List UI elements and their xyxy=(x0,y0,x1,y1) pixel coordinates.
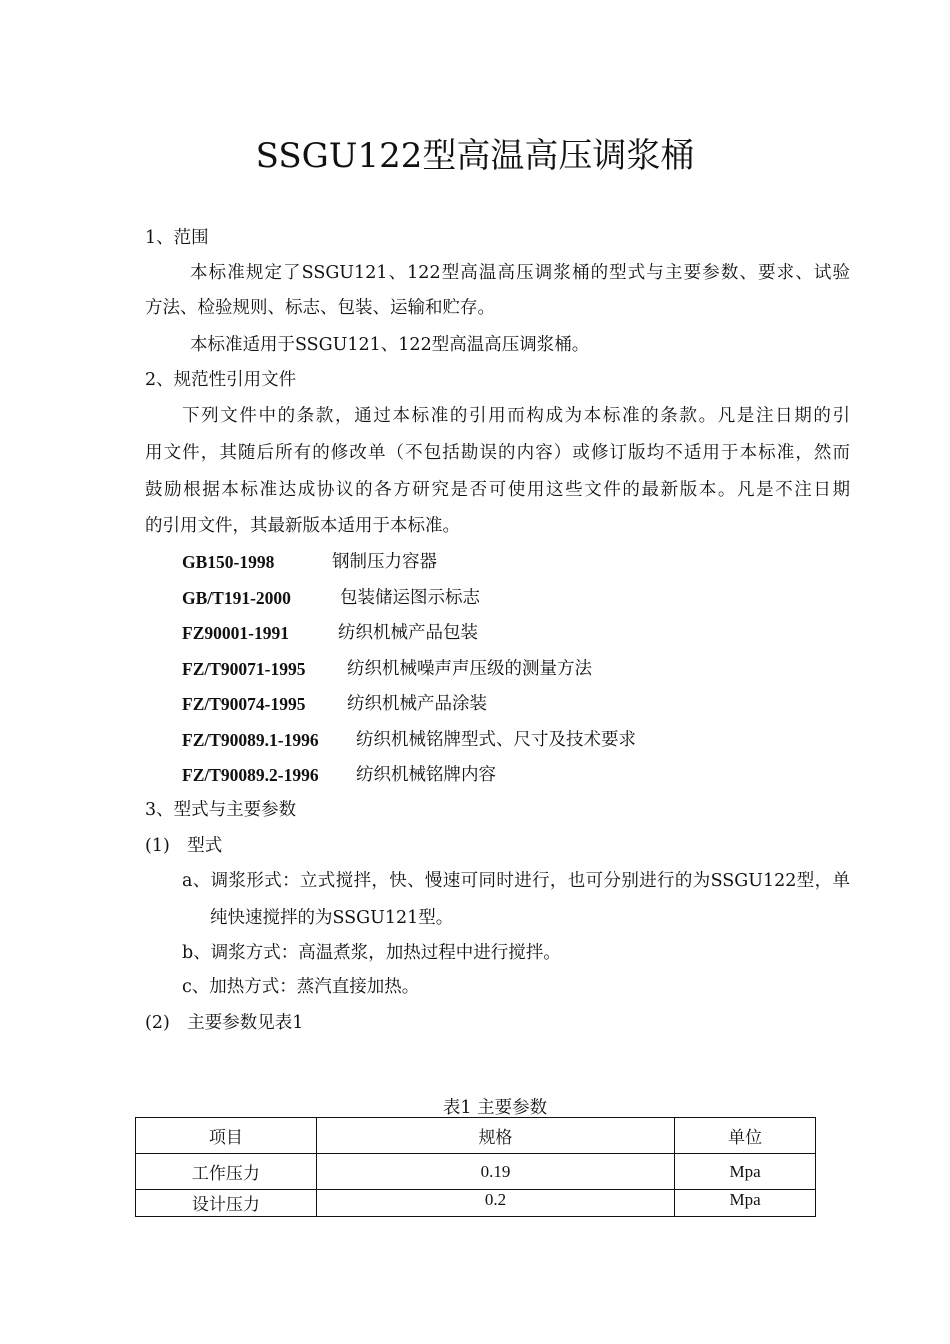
table-cell: 0.19 xyxy=(316,1154,674,1190)
section-2-paragraph-line-4: 的引用文件，其最新版本适用于本标准。 xyxy=(145,516,460,536)
reference-code: FZ90001-1991 xyxy=(182,623,289,643)
section-3-subheading-1: (1) 型式 xyxy=(145,836,223,856)
reference-name: 纺织机械产品包装 xyxy=(338,623,478,643)
table-cell: 0.2 xyxy=(316,1190,674,1217)
section-1-paragraph-1-line-2: 方法、检验规则、标志、包装、运输和贮存。 xyxy=(145,298,495,318)
reference-name: 纺织机械噪声声压级的测量方法 xyxy=(347,659,592,679)
document-title: SSGU122型高温高压调浆桶 xyxy=(255,136,695,176)
item-a-line-1: a、调浆形式：立式搅拌，快、慢速可同时进行，也可分别进行的为SSGU122型，单 xyxy=(182,871,850,891)
reference-code: FZ/T90074-1995 xyxy=(182,694,306,714)
section-1-heading: 1、范围 xyxy=(145,228,209,248)
section-1-paragraph-1-line-1: 本标准规定了SSGU121、122型高温高压调浆桶的型式与主要参数、要求、试验 xyxy=(190,263,850,283)
reference-name: 纺织机械产品涂装 xyxy=(347,694,487,714)
reference-name: 纺织机械铭牌内容 xyxy=(356,765,496,785)
reference-code: FZ/T90089.2-1996 xyxy=(182,765,319,785)
section-2-paragraph-line-3: 鼓励根据本标准达成协议的各方研究是否可使用这些文件的最新版本。凡是不注日期 xyxy=(145,480,850,500)
section-2-paragraph-line-1: 下列文件中的条款，通过本标准的引用而构成为本标准的条款。凡是注日期的引 xyxy=(182,406,850,426)
reference-code: GB/T191-2000 xyxy=(182,588,291,608)
table-cell: Mpa xyxy=(675,1190,816,1217)
section-2-heading: 2、规范性引用文件 xyxy=(145,370,297,390)
table-row xyxy=(136,1190,816,1217)
reference-name: 纺织机械铭牌型式、尺寸及技术要求 xyxy=(356,730,636,750)
table-cell: Mpa xyxy=(675,1154,816,1190)
reference-code: FZ/T90089.1-1996 xyxy=(182,730,319,750)
reference-name: 包装储运图示标志 xyxy=(340,588,480,608)
table-row xyxy=(136,1154,816,1190)
table-header-row xyxy=(136,1118,816,1154)
section-1-paragraph-2: 本标准适用于SSGU121、122型高温高压调浆桶。 xyxy=(190,335,590,355)
section-2-paragraph-line-2: 用文件，其随后所有的修改单（不包括勘误的内容）或修订版均不适用于本标准，然而 xyxy=(145,443,850,463)
reference-name: 钢制压力容器 xyxy=(332,552,437,572)
section-3-heading: 3、型式与主要参数 xyxy=(145,800,297,820)
item-a-line-2: 纯快速搅拌的为SSGU121型。 xyxy=(210,908,454,928)
section-3-subheading-2: (2) 主要参数见表1 xyxy=(145,1013,304,1033)
reference-code: FZ/T90071-1995 xyxy=(182,659,306,679)
table-header-cell: 项目 xyxy=(136,1118,317,1154)
item-c: c、加热方式：蒸汽直接加热。 xyxy=(182,977,420,997)
reference-code: GB150-1998 xyxy=(182,552,275,572)
table-caption: 表1 主要参数 xyxy=(442,1098,548,1118)
item-b: b、调浆方式：高温煮浆，加热过程中进行搅拌。 xyxy=(182,943,561,963)
table-header-cell: 规格 xyxy=(316,1118,674,1154)
table-header-cell: 单位 xyxy=(675,1118,816,1154)
parameters-table xyxy=(135,1117,816,1217)
table-cell: 工作压力 xyxy=(136,1154,317,1190)
table-cell: 设计压力 xyxy=(136,1190,317,1217)
